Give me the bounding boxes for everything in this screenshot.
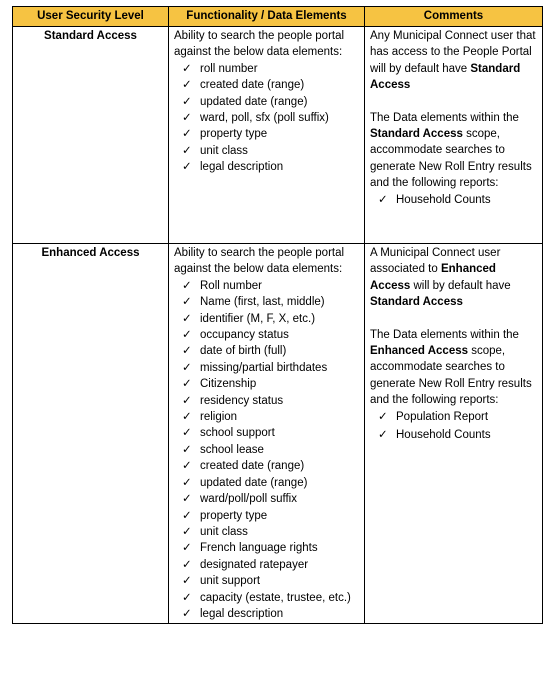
list-item	[182, 524, 359, 540]
list-item-text: designated ratepayer	[200, 558, 309, 571]
security-level-enhanced: Enhanced Access	[13, 244, 169, 624]
check-mark-icon: ✓	[182, 525, 192, 538]
list-item	[182, 311, 359, 327]
comment-scope: The Data elements within the Enhanced Access scope, accommodate searches to generate New Roll Entry results and the following reports:	[370, 328, 532, 407]
list-item	[182, 425, 359, 441]
list-item	[182, 491, 359, 507]
table-row	[13, 244, 543, 624]
list-item-text: unit class	[200, 525, 248, 538]
list-item	[182, 376, 359, 392]
comment-default-access: Any Municipal Connect user that has access to the People Portal will by default have Standard Access	[370, 30, 536, 92]
list-item-text: legal description	[200, 161, 284, 174]
list-item	[182, 294, 359, 310]
list-item-text: French language rights	[200, 542, 318, 555]
check-mark-icon: ✓	[182, 575, 192, 588]
check-mark-icon: ✓	[378, 429, 388, 442]
check-mark-icon: ✓	[182, 460, 192, 473]
list-item	[182, 475, 359, 491]
list-item-text: date of birth (full)	[200, 345, 287, 358]
check-mark-icon: ✓	[182, 427, 192, 440]
list-item	[182, 606, 359, 622]
list-item	[182, 278, 359, 294]
check-mark-icon: ✓	[182, 509, 192, 522]
list-item	[182, 458, 359, 474]
list-item	[182, 77, 359, 93]
comments-cell	[365, 27, 543, 244]
list-item-text: created date (range)	[200, 79, 305, 92]
data-elements-list	[174, 278, 359, 623]
data-elements-list	[174, 61, 359, 176]
security-levels-table	[12, 6, 543, 624]
list-item	[182, 110, 359, 126]
check-mark-icon: ✓	[378, 410, 388, 423]
list-item	[182, 143, 359, 159]
list-item-text: missing/partial birthdates	[200, 361, 328, 374]
check-mark-icon: ✓	[182, 329, 192, 342]
check-mark-icon: ✓	[182, 312, 192, 325]
check-mark-icon: ✓	[182, 411, 192, 424]
check-mark-icon: ✓	[182, 607, 192, 620]
list-item	[182, 540, 359, 556]
list-item	[182, 360, 359, 376]
check-mark-icon: ✓	[182, 296, 192, 309]
check-mark-icon: ✓	[182, 443, 192, 456]
check-mark-icon: ✓	[182, 493, 192, 506]
check-mark-icon: ✓	[182, 79, 192, 92]
check-mark-icon: ✓	[182, 361, 192, 374]
check-mark-icon: ✓	[182, 476, 192, 489]
list-item-text: occupancy status	[200, 329, 289, 342]
check-mark-icon: ✓	[378, 193, 388, 206]
check-mark-icon: ✓	[182, 161, 192, 174]
reports-list	[370, 409, 537, 444]
list-item-text: religion	[200, 411, 238, 424]
header-functionality: Functionality / Data Elements	[169, 7, 365, 27]
list-item-text: Population Report	[396, 410, 489, 423]
list-item	[182, 409, 359, 425]
list-item	[182, 590, 359, 606]
list-item-text: property type	[200, 509, 268, 522]
list-item	[378, 427, 537, 443]
functionality-cell	[169, 244, 365, 624]
list-item	[182, 327, 359, 343]
list-item-text: property type	[200, 128, 268, 141]
list-item-text: residency status	[200, 394, 284, 407]
list-item	[182, 343, 359, 359]
list-item	[182, 61, 359, 77]
comment-default-access: A Municipal Connect user associated to Enhanced Access will by default have Standard Access	[370, 247, 511, 309]
list-item	[182, 393, 359, 409]
list-item-text: unit class	[200, 144, 248, 157]
check-mark-icon: ✓	[182, 591, 192, 604]
list-item	[182, 442, 359, 458]
check-mark-icon: ✓	[182, 378, 192, 391]
list-item-text: unit support	[200, 575, 261, 588]
check-mark-icon: ✓	[182, 345, 192, 358]
comments-cell	[365, 244, 543, 624]
list-item	[182, 126, 359, 142]
list-item	[378, 409, 537, 425]
functionality-intro: Ability to search the people portal against the below data elements:	[174, 30, 345, 59]
check-mark-icon: ✓	[182, 279, 192, 292]
security-level-standard: Standard Access	[13, 27, 169, 244]
header-level: User Security Level	[13, 7, 169, 27]
list-item-text: Household Counts	[396, 429, 491, 442]
check-mark-icon: ✓	[182, 394, 192, 407]
list-item-text: school support	[200, 427, 275, 440]
list-item	[182, 557, 359, 573]
list-item	[182, 508, 359, 524]
list-item-text: ward, poll, sfx (poll suffix)	[200, 112, 329, 125]
functionality-cell	[169, 27, 365, 244]
list-item	[182, 573, 359, 589]
check-mark-icon: ✓	[182, 144, 192, 157]
list-item-text: Household Counts	[396, 193, 491, 206]
check-mark-icon: ✓	[182, 62, 192, 75]
list-item-text: ward/poll/poll suffix	[200, 493, 297, 506]
check-mark-icon: ✓	[182, 558, 192, 571]
list-item-text: capacity (estate, trustee, etc.)	[200, 591, 351, 604]
header-comments: Comments	[365, 7, 543, 27]
list-item-text: updated date (range)	[200, 95, 308, 108]
functionality-intro: Ability to search the people portal against the below data elements:	[174, 247, 345, 276]
list-item-text: legal description	[200, 607, 284, 620]
list-item-text: updated date (range)	[200, 476, 308, 489]
list-item	[378, 192, 537, 208]
list-item-text: identifier (M, F, X, etc.)	[200, 312, 316, 325]
header-row	[13, 7, 543, 27]
check-mark-icon: ✓	[182, 112, 192, 125]
reports-list	[370, 192, 537, 208]
check-mark-icon: ✓	[182, 128, 192, 141]
list-item-text: roll number	[200, 62, 258, 75]
list-item-text: created date (range)	[200, 460, 305, 473]
check-mark-icon: ✓	[182, 542, 192, 555]
list-item-text: school lease	[200, 443, 264, 456]
list-item-text: Name (first, last, middle)	[200, 296, 325, 309]
list-item	[182, 159, 359, 175]
list-item-text: Roll number	[200, 279, 262, 292]
list-item	[182, 94, 359, 110]
check-mark-icon: ✓	[182, 95, 192, 108]
list-item-text: Citizenship	[200, 378, 257, 391]
table-row	[13, 27, 543, 244]
comment-scope: The Data elements within the Standard Access scope, accommodate searches to generate New Roll Entry results and the following reports:	[370, 111, 532, 190]
